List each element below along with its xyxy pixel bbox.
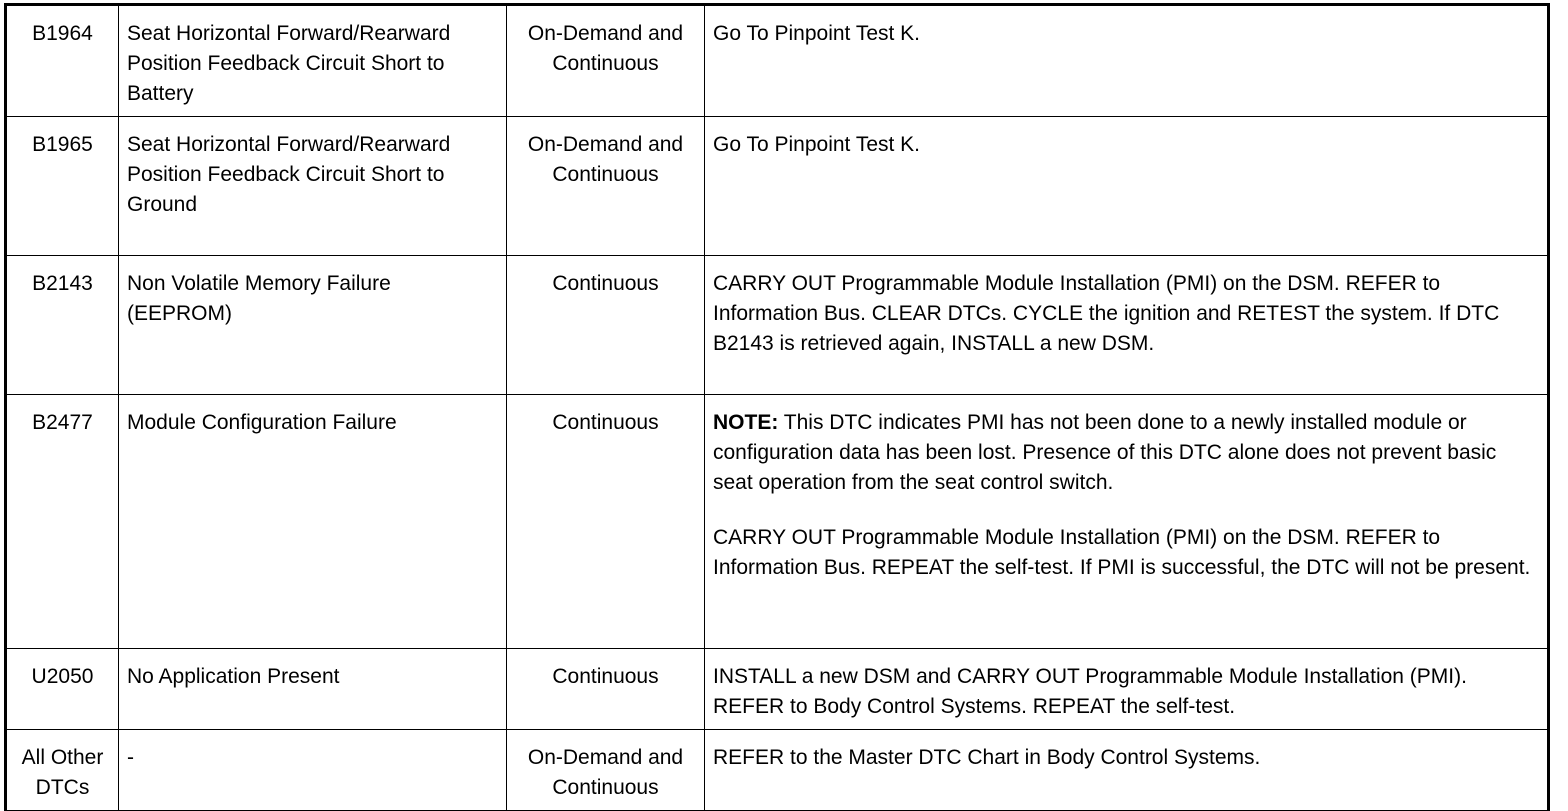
dtc-code-cell: B2477: [7, 395, 119, 649]
dtc-code-cell: U2050: [7, 649, 119, 730]
action-cell: Go To Pinpoint Test K.: [705, 117, 1548, 256]
description-cell: Seat Horizontal Forward/Rearward Position Feedback Circuit Short to Battery: [119, 6, 507, 117]
action-cell: Go To Pinpoint Test K.: [705, 6, 1548, 117]
condition-cell: Continuous: [507, 395, 705, 649]
table-row: [7, 395, 1548, 649]
dtc-code-cell: All Other DTCs: [7, 730, 119, 811]
description-cell: Seat Horizontal Forward/Rearward Position Feedback Circuit Short to Ground: [119, 117, 507, 256]
description-cell: No Application Present: [119, 649, 507, 730]
action-paragraph: CARRY OUT Programmable Module Installation (PMI) on the DSM. REFER to Information Bus. REPEAT the self-test. If PMI is successful, the DTC will not be present.: [713, 526, 1531, 579]
action-cell: [705, 395, 1548, 649]
dtc-code-cell: B1965: [7, 117, 119, 256]
table-row: [7, 649, 1548, 730]
table-row: [7, 6, 1548, 117]
condition-cell: On-Demand and Continuous: [507, 117, 705, 256]
condition-cell: Continuous: [507, 256, 705, 395]
description-cell: -: [119, 730, 507, 811]
condition-cell: On-Demand and Continuous: [507, 730, 705, 811]
dtc-table: [6, 5, 1548, 811]
action-cell: CARRY OUT Programmable Module Installation (PMI) on the DSM. REFER to Information Bus. CLEAR DTCs. CYCLE the ignition and RETEST the system. If DTC B2143 is retrieved again, INSTALL a new DSM.: [705, 256, 1548, 395]
dtc-code-cell: B1964: [7, 6, 119, 117]
action-cell: REFER to the Master DTC Chart in Body Control Systems.: [705, 730, 1548, 811]
condition-cell: Continuous: [507, 649, 705, 730]
description-cell: Module Configuration Failure: [119, 395, 507, 649]
description-cell: Non Volatile Memory Failure (EEPROM): [119, 256, 507, 395]
dtc-code-cell: B2143: [7, 256, 119, 395]
action-cell: INSTALL a new DSM and CARRY OUT Programmable Module Installation (PMI). REFER to Body Control Systems. REPEAT the self-test.: [705, 649, 1548, 730]
table-row: [7, 117, 1548, 256]
note-label: NOTE:: [713, 411, 779, 434]
condition-cell: On-Demand and Continuous: [507, 6, 705, 117]
table-row: [7, 256, 1548, 395]
note-paragraph: [713, 408, 1539, 498]
table-row: [7, 730, 1548, 811]
note-text: This DTC indicates PMI has not been done to a newly installed module or configuration data has been lost. Presence of this DTC alone does not prevent basic seat operation from the seat control switch.: [713, 411, 1497, 494]
